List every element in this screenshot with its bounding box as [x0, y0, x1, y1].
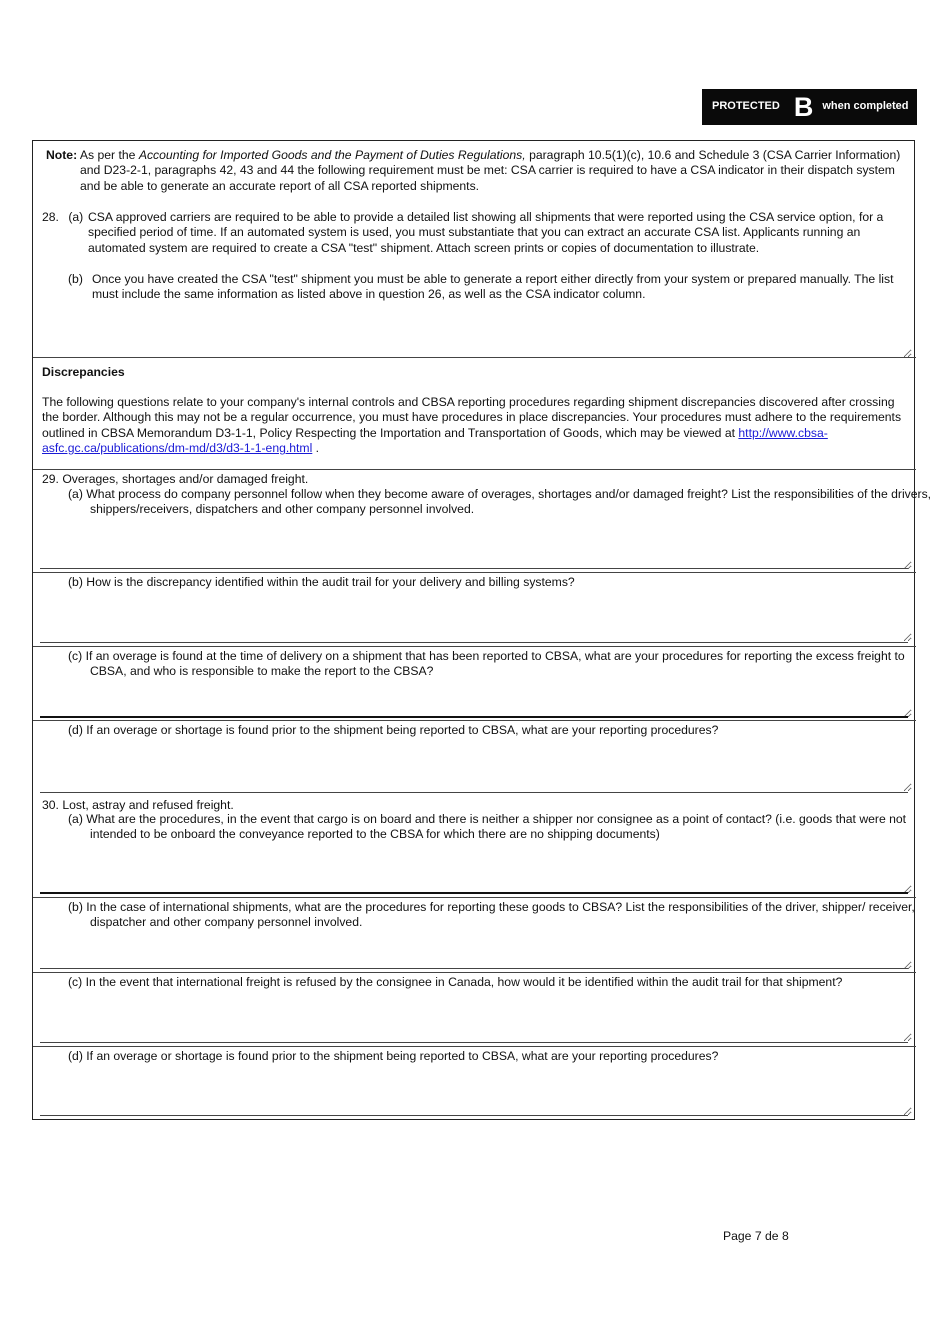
q30b-text: (b) In the case of international shipments, what are the procedures for reporting these goods to CBSA? List the responsibilities of the driver, shipper/ receiver, dispatcher and other company personnel involved. — [68, 900, 915, 930]
q29b-text: (b) How is the discrepancy identified within the audit trail for your delivery and billing systems? — [68, 575, 575, 589]
q28a-label: (a) — [68, 210, 84, 224]
divider — [33, 469, 916, 470]
q30c-text: (c) In the event that international freight is refused by the consignee in Canada, how would it be identified within the audit trail for that shipment? — [68, 975, 843, 989]
answer-line — [40, 792, 908, 793]
note-post: paragraph 10.5(1)(c), 10.6 and Schedule 3 (CSA Carrier Information) and D23-2-1, paragraphs 42, 43 and 44 the following requirement must be met: CSA carrier is required to have a CSA indicator in their dispatch system and be able to generate an accurate report of all CSA reported shipments. — [80, 148, 901, 193]
q30a-text: (a) What are the procedures, in the event that cargo is on board and there is neither a shipper nor consignee as a point of contact? (i.e. goods that were not intended to be onboard the conveyance reported to the CBSA for which there are no shipping documents) — [68, 812, 907, 842]
q29a-text: (a) What process do company personnel follow when they become aware of overages, shortages and/or damaged freight? List the responsibilities of the drivers, shippers/receivers, dispatchers and other company personnel involved. — [68, 487, 932, 517]
q28b-label: (b) — [68, 272, 83, 286]
q30-header: 30. Lost, astray and refused freight. — [42, 798, 234, 812]
cbsa-memorandum-link[interactable]: http://www.cbsa-asfc.gc.ca/publications/dm-md/d3/d3-1-1-eng.html — [42, 425, 828, 456]
q30b-answer-field[interactable] — [38, 932, 912, 970]
q29b-answer-field[interactable] — [38, 592, 912, 642]
q29c-text: (c) If an overage is found at the time of delivery on a shipment that has been reported to CBSA, what are your procedures for reporting the excess freight to CBSA, and who is responsible to make the report to the CBSA? — [68, 649, 905, 679]
answer-line — [40, 892, 908, 894]
answer-line — [40, 1115, 908, 1116]
answer-line — [40, 968, 908, 969]
answer-line — [40, 568, 908, 569]
protected-badge — [702, 89, 917, 125]
note-pre: As per the — [79, 148, 136, 162]
protection-level: B — [793, 92, 814, 123]
protected-label: PROTECTED — [712, 100, 780, 113]
divider — [33, 720, 916, 721]
divider — [33, 1046, 916, 1047]
q28a-text: CSA approved carriers are required to be able to provide a detailed list showing all shipments that were reported using the CSA service option, for a specified period of time. If an automated system is used, you must substantiate that you can extract an accurate CSA list. Applicants running an automated system are required to create a CSA "test" shipment. Attach screen prints or copies of documentation to illustrate. — [88, 210, 884, 255]
discrepancies-body-text: The following questions relate to your company's internal controls and CBSA reporting procedures regarding shipment discrepancies discovered after crossing the border. Although this may not be a regular occurrence, you must have procedures in place discrepancies. Your procedures must adhere to the requirements outlined in CBSA Memorandum D3-1-1, Policy Respecting the Importation and Transportation of Goods, which may be viewed at — [42, 395, 902, 440]
q29a-answer-field[interactable] — [38, 518, 912, 570]
q29d-answer-field[interactable] — [38, 740, 912, 792]
q28b-text: Once you have created the CSA "test" shipment you must be able to generate a report either directly from your system or prepared manually. The list must include the same information as listed above in question 26, as well as the CSA indicator column. — [92, 272, 894, 302]
q28-number — [42, 210, 90, 225]
q28-answer-field[interactable] — [38, 304, 912, 358]
q28-number-text: 28. — [42, 210, 59, 224]
q29c-answer-field[interactable] — [38, 680, 912, 718]
divider — [33, 357, 916, 358]
answer-line — [40, 642, 908, 643]
note-regulation-title: Accounting for Imported Goods and the Payment of Duties Regulations, — [138, 148, 526, 162]
answer-line — [40, 1042, 908, 1043]
q30d-text: (d) If an overage or shortage is found prior to the shipment being reported to CBSA, what are your reporting procedures? — [68, 1049, 719, 1063]
link-trailing: . — [312, 441, 320, 456]
page-number: Page 7 de 8 — [723, 1229, 789, 1243]
divider — [33, 972, 916, 973]
discrepancies-heading: Discrepancies — [42, 365, 125, 379]
discrepancies-body — [42, 395, 908, 457]
divider — [33, 646, 916, 647]
note-label: Note: — [46, 148, 78, 162]
protected-suffix: when completed — [822, 100, 909, 113]
q30c-answer-field[interactable] — [38, 992, 912, 1042]
q30d-answer-field[interactable] — [38, 1066, 912, 1116]
divider — [33, 897, 916, 898]
q29-header: 29. Overages, shortages and/or damaged freight. — [42, 472, 309, 486]
q30a-answer-field[interactable] — [38, 844, 912, 894]
note-paragraph — [46, 148, 906, 194]
answer-line — [40, 716, 908, 718]
q29d-text: (d) If an overage or shortage is found prior to the shipment being reported to CBSA, what are your reporting procedures? — [68, 723, 719, 737]
divider — [33, 572, 916, 573]
